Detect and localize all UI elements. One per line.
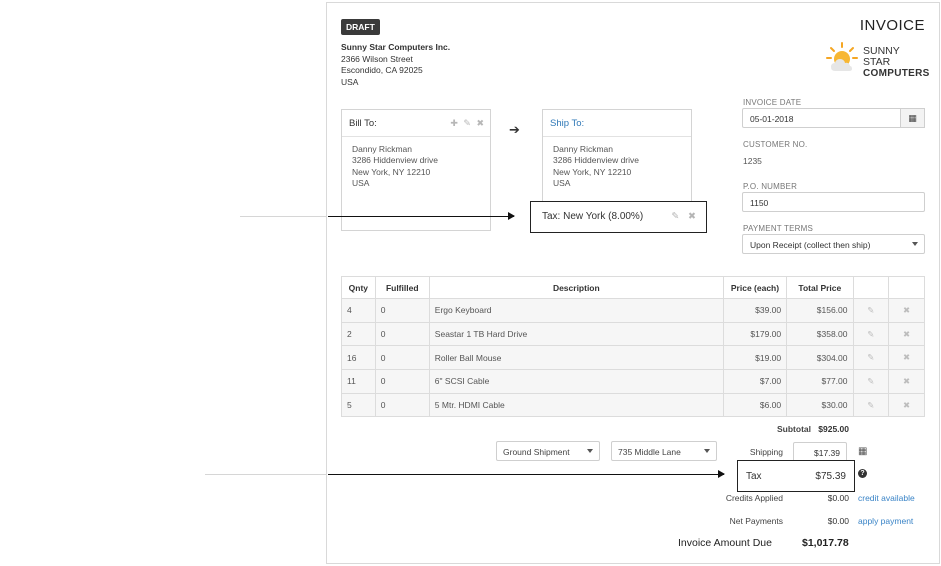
invoice-date-label: INVOICE DATE: [743, 98, 802, 107]
po-number-field[interactable]: 1150: [742, 192, 925, 212]
credits-value: $0.00: [827, 493, 849, 503]
page-title: INVOICE: [859, 17, 925, 34]
annotation-guide-line: [240, 216, 328, 217]
table-row[interactable]: 2 0 Seastar 1 TB Hard Drive $179.00 $358.00 ✎ ✖: [342, 322, 925, 346]
annotation-arrow: [328, 216, 514, 217]
tax-total-box: [737, 460, 855, 492]
bill-to-address: Danny Rickman 3286 Hiddenview drive New York, NY 12210 USA: [352, 144, 438, 188]
shipping-label: Shipping: [749, 447, 783, 457]
close-icon[interactable]: ✖: [889, 370, 925, 394]
payment-terms-select[interactable]: Upon Receipt (collect then ship): [742, 234, 925, 254]
table-row[interactable]: 16 0 Roller Ball Mouse $19.00 $304.00 ✎ ✖: [342, 346, 925, 370]
status-badge: DRAFT: [341, 19, 380, 35]
shipping-input[interactable]: $17.39: [793, 442, 847, 462]
company-logo: [825, 41, 929, 77]
amount-due-label: Invoice Amount Due: [678, 537, 772, 549]
ship-to-card[interactable]: [542, 109, 692, 204]
edit-icon[interactable]: ✎: [671, 211, 680, 222]
col-description: Description: [429, 277, 723, 299]
invoice-page: [326, 2, 940, 564]
invoice-date-field[interactable]: 05-01-2018 ▦: [742, 108, 925, 128]
calendar-icon[interactable]: ▦: [900, 108, 925, 128]
sun-cloud-icon: [825, 41, 861, 75]
net-payments-value: $0.00: [827, 516, 849, 526]
bill-to-card: [341, 109, 491, 231]
close-icon[interactable]: ✖: [476, 118, 484, 128]
payment-terms-label: PAYMENT TERMS: [743, 224, 814, 233]
po-number-label: P.O. NUMBER: [743, 182, 798, 191]
customer-no-label: CUSTOMER NO.: [743, 140, 808, 149]
table-row[interactable]: 4 0 Ergo Keyboard $39.00 $156.00 ✎ ✖: [342, 299, 925, 323]
close-icon[interactable]: ✖: [889, 299, 925, 323]
ship-from-select[interactable]: 735 Middle Lane: [611, 441, 717, 461]
chevron-down-icon: [587, 449, 593, 453]
company-address: [341, 42, 450, 88]
credit-available-link[interactable]: credit available: [858, 493, 915, 503]
annotation-arrow: [328, 474, 724, 475]
help-icon[interactable]: ?: [858, 469, 867, 478]
ship-to-header[interactable]: Ship To:: [543, 110, 691, 137]
company-city: Escondido, CA 92025: [341, 65, 423, 75]
credits-label: Credits Applied: [725, 493, 783, 503]
company-country: USA: [341, 76, 359, 87]
edit-icon[interactable]: ✎: [853, 299, 889, 323]
chevron-down-icon: [912, 242, 918, 246]
close-icon[interactable]: ✖: [889, 393, 925, 417]
edit-icon[interactable]: ✎: [463, 118, 471, 128]
table-row[interactable]: 5 0 5 Mtr. HDMI Cable $6.00 $30.00 ✎ ✖: [342, 393, 925, 417]
col-total: Total Price: [787, 277, 853, 299]
tax-label: Tax: [746, 471, 762, 482]
company-name: Sunny Star Computers Inc.: [341, 42, 451, 52]
tax-rule-callout: [530, 201, 707, 233]
edit-icon[interactable]: ✎: [853, 393, 889, 417]
col-fulfilled: Fulfilled: [375, 277, 429, 299]
tax-rule-label: Tax: New York (8.00%): [542, 211, 644, 222]
subtotal-value: $925.00: [818, 424, 849, 434]
col-qty: Qnty: [342, 277, 376, 299]
apply-payment-link[interactable]: apply payment: [858, 516, 914, 526]
table-header-row: [342, 277, 925, 299]
annotation-guide-line: [205, 474, 328, 475]
logo-text: SUNNY STAR COMPUTERS: [863, 45, 930, 79]
bill-to-header: Bill To: ✚ ✎ ✖: [342, 110, 490, 137]
chevron-down-icon: [704, 449, 710, 453]
edit-icon[interactable]: ✎: [853, 370, 889, 394]
customer-no-value: 1235: [743, 156, 762, 166]
tax-value: $75.39: [815, 471, 846, 482]
ship-to-address: Danny Rickman 3286 Hiddenview drive New York, NY 12210 USA: [553, 144, 639, 188]
company-street: 2366 Wilson Street: [341, 53, 413, 64]
arrow-right-icon: ➔: [509, 122, 520, 137]
subtotal-label: Subtotal: [777, 424, 811, 434]
table-row[interactable]: 11 0 6" SCSI Cable $7.00 $77.00 ✎ ✖: [342, 370, 925, 394]
calculator-icon[interactable]: ▦: [858, 446, 868, 457]
amount-due-value: $1,017.78: [802, 537, 849, 549]
close-icon[interactable]: ✖: [889, 322, 925, 346]
line-items-table: [341, 276, 925, 417]
close-icon[interactable]: ✖: [688, 211, 696, 222]
shipping-method-select[interactable]: Ground Shipment: [496, 441, 600, 461]
edit-icon[interactable]: ✎: [853, 322, 889, 346]
net-payments-label: Net Payments: [729, 516, 783, 526]
close-icon[interactable]: ✖: [889, 346, 925, 370]
add-icon[interactable]: ✚: [450, 118, 458, 128]
edit-icon[interactable]: ✎: [853, 346, 889, 370]
col-price: Price (each): [723, 277, 786, 299]
